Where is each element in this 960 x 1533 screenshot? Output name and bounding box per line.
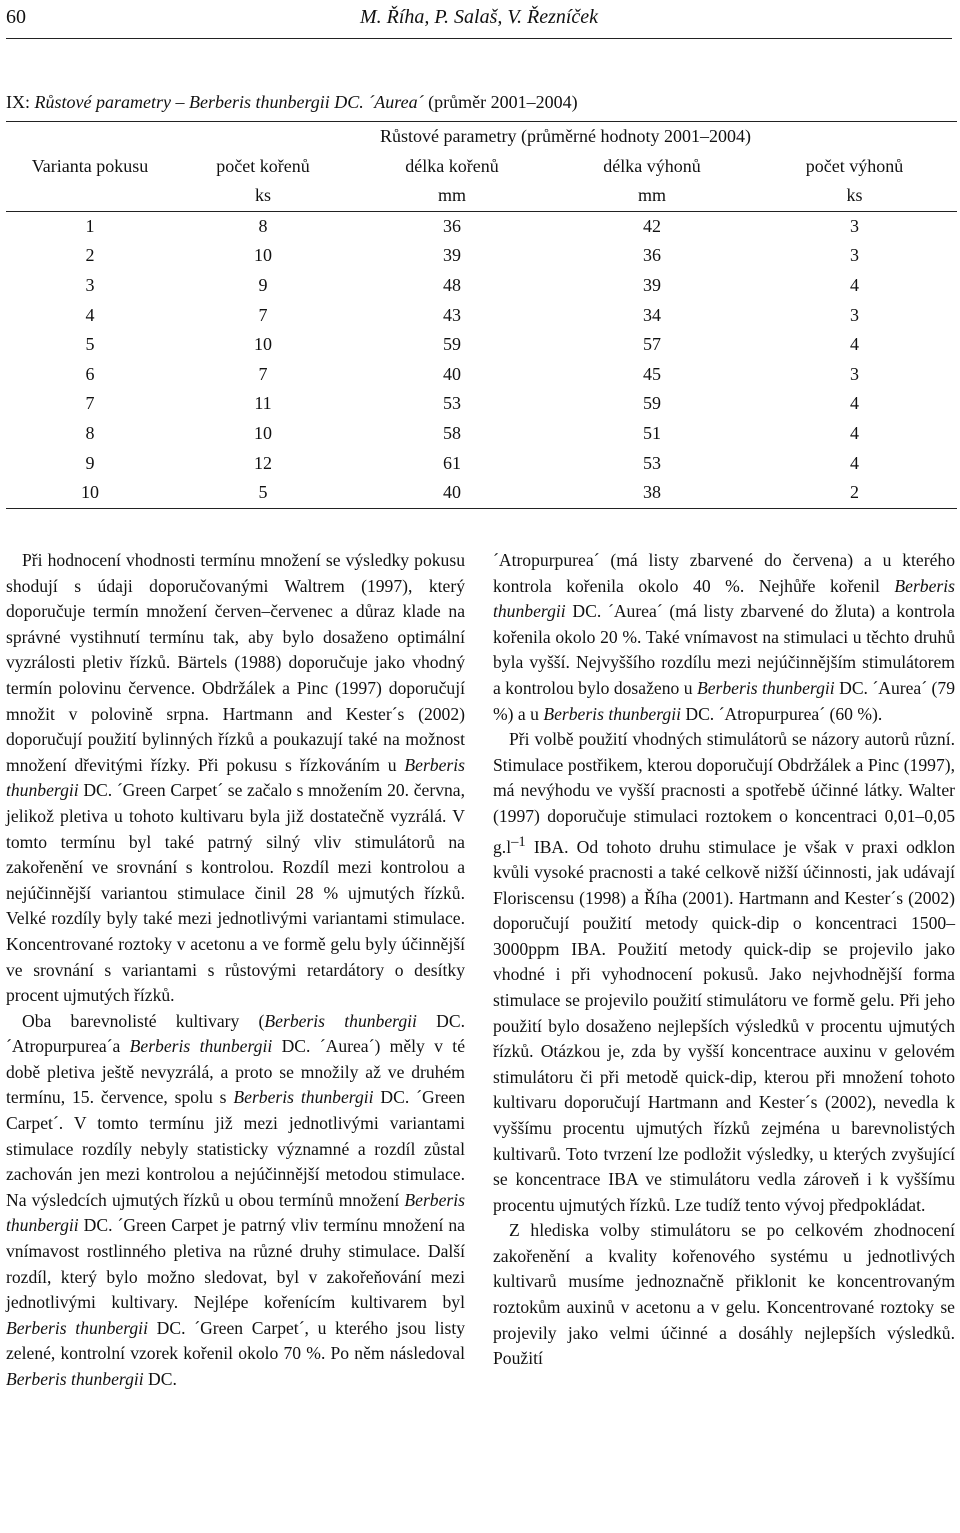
table-cell: 40 — [443, 363, 461, 384]
table-unit: mm — [352, 181, 552, 211]
species-name: Berberis thunbergii — [6, 1369, 144, 1389]
text-run: DC. ´Atropurpurea´a — [6, 1010, 466, 1057]
text-run: Oba barevnolisté kultivary ( — [22, 1010, 265, 1031]
page-number: 60 — [6, 6, 26, 28]
table-cell: 8 — [258, 215, 268, 236]
table-cell: 45 — [643, 363, 661, 384]
table-cell: 59 — [643, 393, 661, 414]
table-caption-suffix: (průměr 2001–2004) — [423, 92, 578, 112]
text-run: DC. ´Aurea´) měly v té době pletiva ještě nevyzrálá, a proto se množily až ve druhém termínu, 15. července, spolu s — [6, 1036, 466, 1108]
table-column-header: délka výhonů — [603, 155, 701, 176]
table-header-row — [6, 152, 957, 182]
table-cell: 12 — [254, 452, 272, 473]
table-row — [6, 449, 957, 479]
table-cell: 4 — [850, 274, 859, 295]
table-caption-title: Růstové parametry – Berberis thunbergii DC. ´Aurea´ — [34, 92, 424, 112]
table-column-header: počet výhonů — [805, 155, 904, 176]
table-cell: 2 — [85, 245, 95, 266]
table-cell: 43 — [443, 304, 461, 325]
text-run: IBA. Od tohoto druhu stimulace je však v praxi odklon kvůli vysoké pracnosti a také celkově nižší účinnosti, jak udávají Floriscensu (1998) a Říha (2001). Hartmann and Kester´s (2002) doporučují použití metody quick-dip o koncentraci 1500–3000ppm IBA. Použití metody quick-dip se projevilo jako vhodné i při vyhodnocení pokusů. Jako nejvhodnější forma stimulace se projevilo použití stimulátoru ve formě gelu. Při jeho použití bylo dosaženo nejlepších výsledků v procentu ujmutých řízků. Otázkou je, zda by vyšší koncentrace auxinu v gelovém stimulátoru či při metodě quick-dip, kterou při množení tohoto kultivaru doporučují Hartmann and Kester´s (2002), nevedla k vyššímu procentu ujmutých řízků zejména u barevnolistých kultivarů. Toto tvrzení lze podložit výsledky, u kterých zvyšující se koncentrace IBA ve stimulátoru vedla zároveň i k vyššímu procentu ujmutých řízků. Lze tudíž tento vývoj předpokládat. — [493, 836, 955, 1215]
table-cell: 3 — [850, 215, 859, 236]
table-unit: ks — [752, 181, 957, 211]
right-text-column — [493, 548, 955, 1372]
running-authors: M. Říha, P. Salaš, V. Řezníček — [359, 6, 599, 28]
table-cell: 4 — [850, 334, 859, 355]
table-cell: 10 — [6, 478, 174, 508]
table-row — [6, 419, 957, 449]
table-row — [6, 330, 957, 360]
table-cell: 3 — [850, 245, 859, 266]
table-row — [6, 211, 957, 241]
table-cell: 2 — [752, 478, 957, 508]
table-group-header: Růstové parametry (průměrné hodnoty 2001–2004) — [174, 122, 957, 152]
table-cell: 53 — [443, 393, 461, 414]
table-cell: 5 — [174, 478, 352, 508]
body-paragraph — [493, 548, 955, 727]
left-text-column — [6, 548, 465, 1393]
table-cell: 4 — [850, 393, 859, 414]
table-empty-cell — [6, 181, 174, 211]
table-cell: 10 — [254, 422, 272, 443]
table-cell: 51 — [643, 422, 661, 443]
text-run: DC. ´Green Carpet je patrný vliv termínu množení na vnímavost rostlinného pletiva na různé druhy stimulace. Další rozdíl, který bylo možno sledovat, byl v zakořeňování mezi jednotlivými kultivary. Nejlépe kořenícím kultivarem byl — [6, 1215, 465, 1313]
table-cell: 42 — [643, 215, 661, 236]
table-row — [6, 241, 957, 271]
table-variant-header: Varianta pokusu — [31, 155, 149, 176]
table-row — [6, 301, 957, 331]
text-run: DC. ´Green Carpet´. V tomto termínu již mezi jednotlivými variantami stimulace rozdíly nebyly statisticky významné a rozdíl zůstal zachován jen mezi kontrolou a nejúčinnější metodou stimulace. Na výsledcích ujmutých řízků u obou termínů množení — [6, 1087, 465, 1210]
species-name: Berberis thunbergii — [493, 575, 955, 622]
table-row — [6, 478, 957, 508]
table-cell: 58 — [443, 422, 461, 443]
table-cell: 57 — [643, 334, 661, 355]
table-cell: 3 — [850, 363, 859, 384]
table-cell: 36 — [643, 245, 661, 266]
table-unit: ks — [174, 181, 352, 211]
table-cell: 10 — [254, 334, 272, 355]
table-cell: 4 — [85, 304, 95, 325]
table-cell: 9 — [85, 452, 95, 473]
table-cell: 8 — [85, 422, 95, 443]
body-paragraph: Z hlediska volby stimulátoru se po celkovém zhodnocení zakořenění a kvality kořenového systému u jednotlivých kultivarů musíme jednoznačně přiklonit ke koncentrovaným roztokům auxinů v acetonu a v gelu. Koncentrované roztoky se projevily jako velmi účinné a dosáhly nejlepších výsledků. Použití — [493, 1220, 955, 1369]
species-name: Berberis thunbergii — [6, 1189, 465, 1236]
text-run: DC. ´Aurea´ (79 %) a u — [493, 677, 955, 724]
table-cell: 9 — [258, 274, 268, 295]
table-column-header: počet kořenů — [216, 155, 310, 176]
table-cell: 6 — [85, 363, 95, 384]
species-name: Berberis thunbergii — [264, 1010, 417, 1031]
table-header-row — [6, 122, 957, 152]
table-units-row — [6, 181, 957, 211]
table-cell: 4 — [850, 452, 859, 473]
table-cell: 3 — [850, 304, 859, 325]
body-paragraph — [6, 1009, 465, 1393]
growth-parameters-table — [6, 121, 957, 509]
body-paragraph — [493, 727, 955, 1218]
table-cell: 7 — [85, 393, 95, 414]
species-name: Berberis thunbergii — [129, 1036, 273, 1057]
table-cell: 53 — [643, 452, 661, 473]
table-cell: 4 — [850, 422, 859, 443]
text-run: ´Atropurpurea´ (má listy zbarvené do červena) a u kterého kontrola kořenila okolo 40 %. Nejhůře kořenil — [493, 550, 955, 596]
text-run: Při hodnocení vhodnosti termínu množení se výsledky pokusu shodují s údaji doporučovanými Waltrem (1997), který doporučuje termín množení červen–červenec a důraz klade na správné vystihnutí termínu tak, aby bylo dosaženo optimální vyzrálosti pletiv řízků. Bärtels (1988) doporučuje jako vhodný termín polovinu července. Obdržálek a Pinc (1997) doporučují množit v polovině srpna. Hartmann and Kester´s (2002) doporučují použití bylinných řízků a poukazují také na možnost množení dřevitými řízky. Při pokusu s řízkováním u — [6, 550, 465, 775]
text-run: DC. ´Green Carpet´, u kterého jsou listy zelené, kontrolní vzorek kořenil okolo 70 %. Po něm následoval — [6, 1317, 466, 1364]
table-row — [6, 271, 957, 301]
species-name: Berberis thunbergii — [696, 677, 835, 698]
species-name: Berberis thunbergii — [6, 1317, 148, 1338]
table-cell: 3 — [85, 274, 95, 295]
species-name: Berberis thunbergii — [543, 703, 681, 724]
table-column-header: délka kořenů — [405, 155, 499, 176]
species-name: Berberis thunbergii — [233, 1087, 374, 1108]
table-cell: 38 — [552, 478, 752, 508]
table-cell: 36 — [443, 215, 461, 236]
table-caption-prefix: IX: — [6, 92, 35, 112]
table-cell: 7 — [258, 304, 268, 325]
table-row — [6, 389, 957, 419]
table-cell: 59 — [443, 334, 461, 355]
table-cell: 5 — [85, 334, 95, 355]
text-run: DC. ´Aurea´ (má listy zbarvené do žluta) a kontrola kořenila okolo 20 %. Také vnímavost na stimulaci u těchto druhů byla vyšší. Nejvyššího rozdílu mezi nejúčinnějším stimulátorem a kontrolou bylo dosaženo u — [493, 601, 955, 698]
table-unit: mm — [552, 181, 752, 211]
text-run: DC. ´Atropurpurea´ (60 %). — [680, 703, 883, 724]
table-cell: 61 — [443, 452, 461, 473]
table-cell: 39 — [643, 274, 661, 295]
table-row — [6, 360, 957, 390]
table-cell: 11 — [254, 393, 272, 414]
table-empty-cell — [6, 122, 174, 152]
table-caption — [6, 90, 578, 114]
table-cell: 48 — [443, 274, 461, 295]
page-header — [6, 0, 952, 39]
text-run: Při volbě použití vhodných stimulátorů se názory autorů různí. Stimulace postřikem, kterou doporučují Obdržálek a Pinc (1997), má nevýhodu ve vyšší pracnosti a spotřebě účinné látky. Walter (1997) doporučuje stimulaci roztokem o koncentraci 0,01–0,05 g.l — [493, 729, 955, 857]
text-run: DC. ´Green Carpet´ se začalo s množením 20. června, jelikož pletiva u tohoto kultivaru byla již dostatečně vyzrálá. V tomto termínu byl také patrný silný vliv stimulátorů na zakořenění ve srovnání s kontrolou. Rozdíl mezi kontrolou a nejúčinnější variantou stimulace činil 28 % ujmutých řízků. Velké rozdíly byly také mezi jednotlivými variantami stimulace. Koncentrované roztoky v acetonu a ve formě gelu byly účinnější ve srovnání s variantami s růstovými retardátory o desítky procent ujmutých řízků. — [6, 780, 465, 1006]
table-cell: 34 — [643, 304, 661, 325]
species-name: Berberis thunbergii — [6, 754, 465, 801]
table-cell: 10 — [254, 245, 272, 266]
table-cell: 7 — [258, 363, 268, 384]
table-cell: 1 — [85, 215, 95, 236]
table-cell: 40 — [352, 478, 552, 508]
text-run: DC. — [143, 1369, 177, 1389]
table-cell: 39 — [443, 245, 461, 266]
superscript: –1 — [511, 833, 526, 850]
body-paragraph — [6, 548, 465, 1009]
